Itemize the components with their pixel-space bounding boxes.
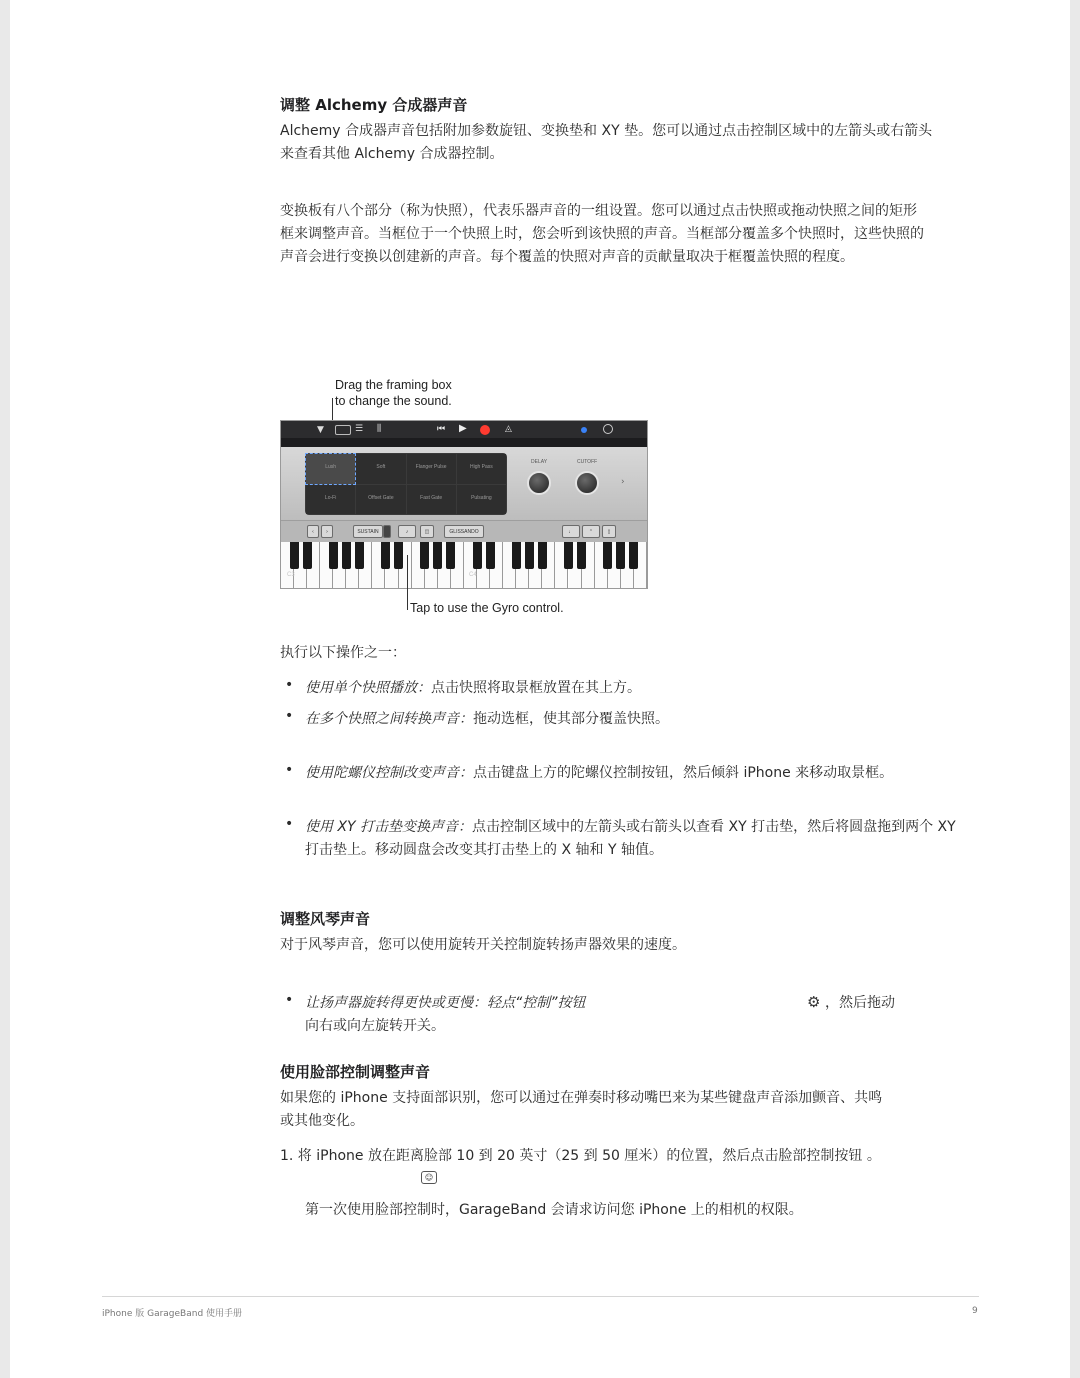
organ-paragraph: 对于风琴声音，您可以使用旋转开关控制旋转扬声器效果的速度。	[280, 937, 686, 953]
text-line: 来查看其他 Alchemy 合成器控制。	[280, 146, 504, 162]
tracks-icon: ☰	[355, 424, 364, 434]
piano-keyboard	[281, 542, 647, 589]
black-key	[473, 542, 482, 569]
callout-gyro-control: Tap to use the Gyro control.	[410, 601, 564, 615]
black-key	[433, 542, 442, 569]
footer-divider	[102, 1296, 979, 1297]
snapshot-cell: High Pass	[457, 454, 506, 484]
timeline-ruler	[281, 438, 647, 447]
octave-up-button: ›	[321, 525, 333, 538]
black-key	[512, 542, 521, 569]
black-key	[564, 542, 573, 569]
transform-pad	[305, 453, 507, 515]
black-key	[355, 542, 364, 569]
callout-leader-bottom	[407, 555, 408, 610]
black-key	[329, 542, 338, 569]
face-step-1-note: 第一次使用脸部控制时，GarageBand 会请求访问您 iPhone 上的相机的权限。	[305, 1202, 803, 1218]
bullet-gyro	[305, 762, 893, 785]
loop-indicator-icon	[581, 427, 587, 433]
text-line: 声音会进行变换以创建新的声音。每个覆盖的快照对声音的贡献量取决于框覆盖快照的程度。	[280, 249, 854, 265]
mixer-icon: ⫼	[377, 424, 382, 434]
bullet-marker: •	[285, 677, 294, 693]
callout-line: Drag the framing box	[335, 378, 452, 392]
actions-intro: 执行以下操作之一：	[280, 645, 406, 661]
face-control-icon: ☺	[421, 1171, 437, 1184]
black-key	[446, 542, 455, 569]
key-label-c3: C3	[287, 572, 295, 578]
black-key	[616, 542, 625, 569]
key-label-c4: C4	[469, 572, 477, 578]
bullet-organ-rotate-term: 让扬声器旋转得更快或更慢：轻点“控制”按钮	[305, 995, 586, 1011]
play-icon: ▶	[459, 423, 467, 434]
text-line: 如果您的 iPhone 支持面部识别，您可以通过在弹奏时移动嘴巴来为某些键盘声音添加颤音、共鸣	[280, 1090, 883, 1106]
black-key	[525, 542, 534, 569]
octave-down-button: ‹	[307, 525, 319, 538]
alchemy-paragraph-2	[280, 200, 924, 269]
text-line: Alchemy 合成器声音包括附加参数旋钮、变换垫和 XY 垫。您可以通过点击控制区域中的左箭头或右箭头	[280, 123, 933, 139]
dropdown-icon: ▼	[317, 425, 324, 435]
bullet-term: 在多个快照之间转换声音：	[305, 711, 473, 727]
bullet-term: 使用单个快照播放：	[305, 680, 431, 696]
scale-icon: ⌃	[582, 525, 600, 538]
delay-knob-label: DELAY	[531, 459, 548, 465]
black-key	[342, 542, 351, 569]
alchemy-controls-panel	[281, 447, 647, 520]
black-key	[603, 542, 612, 569]
snapshot-cell: Lush	[306, 454, 355, 484]
snapshot-cell: Soft	[356, 454, 405, 484]
heading-face-control: 使用脸部控制调整声音	[280, 1063, 431, 1081]
black-key	[303, 542, 312, 569]
face-step-1: 1. 将 iPhone 放在距离脸部 10 到 20 英寸（25 到 50 厘米）的位置，然后点击脸部控制按钮 。	[280, 1148, 881, 1164]
bullet-organ-tail: ，然后拖动	[825, 995, 895, 1011]
text-line: 框来调整声音。当框位于一个快照上时，您会听到该快照的声音。当框部分覆盖多个快照时，这些快照的	[280, 226, 924, 242]
cutoff-knob	[575, 471, 599, 495]
gyro-control-icon: ◫	[420, 525, 434, 538]
bullet-text: 点击快照将取景框放置在其上方。	[431, 680, 641, 696]
record-icon	[480, 425, 490, 435]
control-gear-icon: ⚙	[807, 993, 821, 1011]
black-key	[577, 542, 586, 569]
bullet-marker: •	[285, 992, 294, 1008]
metronome-icon: ◬	[505, 424, 512, 434]
keyboard-settings-icon: ▯	[602, 525, 616, 538]
view-icon	[335, 425, 351, 435]
heading-organ: 调整风琴声音	[280, 910, 371, 928]
bullet-text: 点击键盘上方的陀螺仪控制按钮，然后倾斜 iPhone 来移动取景框。	[473, 765, 894, 781]
bullet-term: 使用陀螺仪控制改变声音：	[305, 765, 473, 781]
sustain-button: SUSTAIN	[353, 525, 383, 538]
chevron-right-icon: ›	[621, 477, 625, 487]
bullet-text: 点击控制区域中的左箭头或右箭头以查看 XY 打击垫，然后将圆盘拖到两个 XY	[472, 819, 956, 835]
glissando-button: GLISSANDO	[444, 525, 484, 538]
bullet-marker: •	[285, 762, 294, 778]
page-number: 9	[972, 1306, 978, 1316]
heading-alchemy: 调整 Alchemy 合成器声音	[280, 96, 468, 114]
text-line: 或其他变化。	[280, 1113, 364, 1129]
footer-title: iPhone 版 GarageBand 使用手册	[102, 1309, 243, 1319]
text-line: 变换板有八个部分（称为快照），代表乐器声音的一组设置。您可以通过点击快照或拖动快照之间的矩形	[280, 203, 917, 219]
bullet-term: 使用 XY 打击垫变换声音：	[305, 819, 473, 835]
speaker-icon: ♪	[398, 525, 416, 538]
snapshot-cell: Offset Gate	[356, 485, 405, 515]
rewind-icon: ⏮	[437, 424, 446, 434]
black-key	[486, 542, 495, 569]
keyboard-controls-bar	[281, 520, 647, 543]
bullet-text: 打击垫上。移动圆盘会改变其打击垫上的 X 轴和 Y 轴值。	[305, 842, 663, 858]
callout-framing-box	[335, 377, 452, 409]
face-paragraph	[280, 1087, 882, 1133]
cutoff-knob-label: CUTOFF	[577, 459, 598, 465]
black-key	[420, 542, 429, 569]
delay-knob	[527, 471, 551, 495]
settings-icon	[603, 424, 613, 434]
snapshot-cell: Flanger Pulse	[407, 454, 456, 484]
black-key	[538, 542, 547, 569]
bullet-marker: •	[285, 708, 294, 724]
snapshot-cell: Lo-Fi	[306, 485, 355, 515]
bullet-xy-pad	[305, 816, 995, 862]
callout-line: to change the sound.	[335, 394, 452, 408]
bullet-marker: •	[285, 816, 294, 832]
sustain-lock-icon	[383, 525, 391, 538]
black-key	[394, 542, 403, 569]
black-key	[290, 542, 299, 569]
snapshot-cell: Fast Gate	[407, 485, 456, 515]
arpeggiator-icon: ♩	[562, 525, 580, 538]
black-key	[629, 542, 638, 569]
bullet-single-snapshot	[305, 677, 641, 700]
bullet-text: 拖动选框，使其部分覆盖快照。	[473, 711, 669, 727]
snapshot-cell: Pulsating	[457, 485, 506, 515]
alchemy-paragraph-1	[280, 120, 932, 166]
black-key	[381, 542, 390, 569]
document-page	[10, 0, 1070, 1378]
bullet-morph-snapshots	[305, 708, 669, 731]
garageband-alchemy-screenshot	[280, 420, 648, 589]
bullet-organ-line2: 向右或向左旋转开关。	[305, 1018, 445, 1034]
